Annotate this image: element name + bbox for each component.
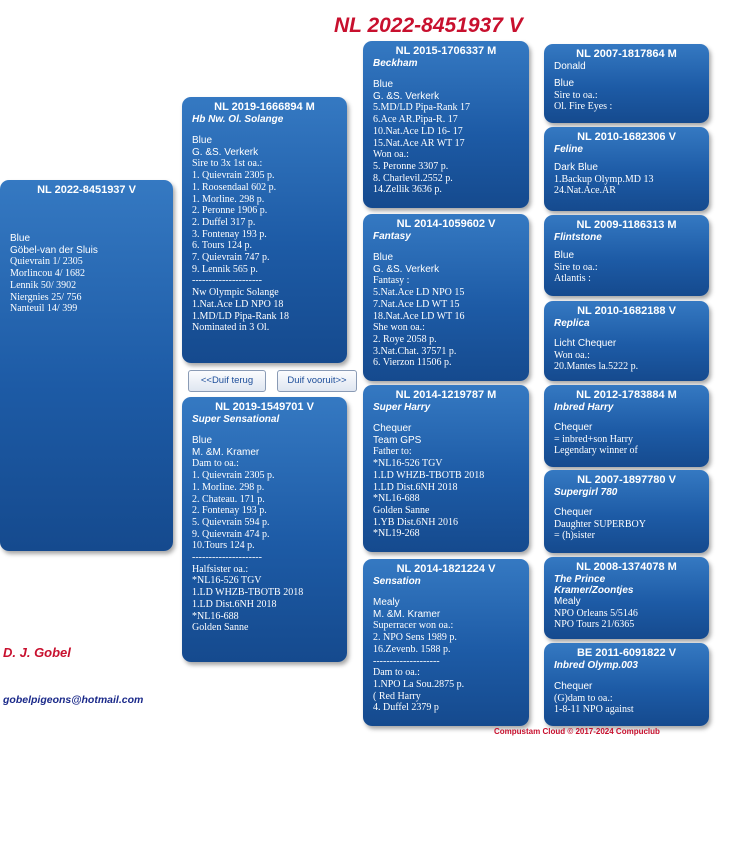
ring-number: NL 2014-1821224 V <box>396 563 496 575</box>
pigeon-detail-line: NPO Tours 21/6365 <box>554 619 635 631</box>
pigeon-detail-line: Legendary winner of <box>554 445 638 457</box>
pigeon-card-father[interactable] <box>182 97 347 363</box>
pigeon-card-mother[interactable] <box>182 397 347 662</box>
pigeon-detail-line: 1.MD/LD Pipa-Rank 18 <box>192 310 289 322</box>
pigeon-detail-line: *NL16-526 TGV <box>373 458 443 470</box>
pigeon-details <box>373 79 523 196</box>
breeder-name: D. J. Gobel <box>3 645 71 660</box>
pigeon-details <box>554 250 703 285</box>
pigeon-detail-line: = inbred+son Harry <box>554 433 634 445</box>
pigeon-detail-line: 18.Nat.Ace LD WT 16 <box>373 310 465 322</box>
pigeon-detail-line: 15.Nat.Ace AR WT 17 <box>373 137 465 149</box>
pigeon-detail-line: Mealy <box>373 597 400 608</box>
pigeon-detail-line: 8. Charlevil.2552 p. <box>373 172 453 184</box>
pigeon-detail-line: (G)dam to oa.: <box>554 692 613 704</box>
pigeon-detail-line: 1. Morline. 298 p. <box>192 481 265 493</box>
pigeon-detail-line: 3.Nat.Chat. 37571 p. <box>373 345 457 357</box>
pigeon-details <box>554 507 703 542</box>
pigeon-detail-line: Chequer <box>373 423 412 434</box>
pigeon-card-mfm[interactable] <box>544 470 709 553</box>
pigeon-detail-line: 20.Mantes la.5222 p. <box>554 361 639 373</box>
pigeon-detail-line: Chequer <box>554 681 593 692</box>
pigeon-detail-line: 5. Peronne 3307 p. <box>373 160 449 172</box>
pigeon-card-ffm[interactable] <box>544 127 709 211</box>
pigeon-name: Replica <box>554 318 590 329</box>
pigeon-detail-line: Mealy <box>554 596 581 607</box>
pigeon-detail-line: She won oa.: <box>373 322 425 334</box>
pigeon-detail-line: 1.Nat.Ace LD NPO 18 <box>192 298 284 310</box>
pigeon-detail-line: Nanteuil 14/ 399 <box>10 303 78 315</box>
ring-number: NL 2007-1897780 V <box>577 474 676 486</box>
pigeon-detail-line: 6.Ace AR.Pipa-R. 17 <box>373 114 458 126</box>
pigeon-detail-line: Won oa.: <box>373 149 409 161</box>
ring-number: NL 2014-1059602 V <box>396 218 496 230</box>
pigeon-detail-line: Sire to oa.: <box>554 89 598 101</box>
pigeon-detail-line: Sire to oa.: <box>554 261 598 273</box>
pigeon-detail-line: 5.Nat.Ace LD NPO 15 <box>373 287 465 299</box>
pigeon-card-fmm[interactable] <box>544 301 709 381</box>
pigeon-detail-line: 7.Nat.Ace LD WT 15 <box>373 298 460 310</box>
page-title: NL 2022-8451937 V <box>334 14 523 37</box>
pigeon-detail-line: NPO Orleans 5/5146 <box>554 607 638 619</box>
pigeon-detail-line: --------------------- <box>192 275 262 287</box>
pigeon-detail-line: Blue <box>10 233 31 244</box>
pigeon-detail-line: 5.MD/LD Pipa-Rank 17 <box>373 102 470 114</box>
pigeon-detail-line: 1. Roosendaal 602 p. <box>192 181 277 193</box>
pigeon-detail-line: G. &S. Verkerk <box>373 90 440 102</box>
pigeon-detail-line: Blue <box>554 78 575 89</box>
pigeon-detail-line: 2. Roye 2058 p. <box>373 333 437 345</box>
pigeon-detail-line: 5. Quievrain 594 p. <box>192 516 270 528</box>
pigeon-detail-line: Atlantis : <box>554 273 591 285</box>
pigeon-detail-line: Göbel-van der Sluis <box>10 244 98 256</box>
ring-number: NL 2007-1817864 M <box>576 48 677 60</box>
pigeon-detail-line: Dam to oa.: <box>192 458 239 470</box>
pigeon-details <box>10 233 167 315</box>
pigeon-detail-line: = (h)sister <box>554 530 595 542</box>
pigeon-detail-line: Superracer won oa.: <box>373 620 454 632</box>
ring-number: NL 2010-1682188 V <box>577 305 676 317</box>
pigeon-name: Inbred Harry <box>554 402 614 413</box>
pigeon-name-secondary: Kramer/Zoontjes <box>554 585 634 596</box>
pigeon-detail-line: 2. Chateau. 171 p. <box>192 493 265 505</box>
pigeon-name: The Prince <box>554 574 606 585</box>
pigeon-detail-line: Lennik 50/ 3902 <box>10 279 77 291</box>
pigeon-detail-line: 4. Duffel 2379 p <box>373 702 439 714</box>
pigeon-details <box>192 135 341 334</box>
pigeon-name: Super Sensational <box>192 414 280 425</box>
pigeon-detail-line: Sire to 3x 1st oa.: <box>192 158 263 170</box>
ring-number: BE 2011-6091822 V <box>576 647 677 659</box>
pigeon-detail-line: Nominated in 3 Ol. <box>192 322 270 334</box>
pigeon-detail-line: Halfsister oa.: <box>192 563 249 575</box>
pigeon-name: Supergirl 780 <box>554 487 618 498</box>
pigeon-card-fmf[interactable] <box>544 215 709 296</box>
pigeon-detail-line: 2. Duffel 317 p. <box>192 216 256 228</box>
pigeon-detail-line: M. &M. Kramer <box>192 446 260 458</box>
pigeon-card-sire-sire[interactable] <box>363 41 529 208</box>
pigeon-name: Super Harry <box>373 402 431 413</box>
pigeon-name: Flintstone <box>554 232 602 243</box>
pigeon-detail-line: 2. Peronne 1906 p. <box>192 205 268 217</box>
pigeon-name: Donald <box>554 61 586 72</box>
pigeon-detail-line: 2. NPO Sens 1989 p. <box>373 632 457 644</box>
pigeon-detail-line: 10.Nat.Ace LD 16- 17 <box>373 125 463 137</box>
pigeon-detail-line: Blue <box>192 135 213 146</box>
pigeon-detail-line: Niergnies 25/ 756 <box>10 291 82 303</box>
pigeon-details <box>554 78 703 113</box>
pigeon-detail-line: Golden Sanne <box>192 622 249 634</box>
pigeon-name: Beckham <box>373 58 418 69</box>
pigeon-detail-line: Blue <box>373 79 394 90</box>
pigeon-detail-line: Blue <box>192 435 213 446</box>
pigeon-detail-line: 6. Tours 124 p. <box>192 240 252 252</box>
pigeon-detail-line: 7. Quievrain 747 p. <box>192 252 270 264</box>
ring-number: NL 2015-1706337 M <box>395 45 497 57</box>
ring-number: NL 2010-1682306 V <box>577 131 676 143</box>
pigeon-detail-line: Quievrain 1/ 2305 <box>10 256 83 268</box>
pigeon-detail-line: Licht Chequer <box>554 338 617 349</box>
pigeon-detail-line: 1. Quievrain 2305 p. <box>192 470 275 482</box>
pigeon-detail-line: *NL16-688 <box>373 493 420 505</box>
pigeon-detail-line: Blue <box>373 252 394 263</box>
pigeon-detail-line: 1.NPO La Sou.2875 p. <box>373 678 465 690</box>
pigeon-details <box>373 597 523 714</box>
pigeon-detail-line: ( Red Harry <box>373 690 421 702</box>
pigeon-detail-line: Team GPS <box>373 434 422 446</box>
pigeon-detail-line: 1.LD Dist.6NH 2018 <box>192 598 277 610</box>
pigeon-detail-line: Dark Blue <box>554 162 598 173</box>
pigeon-detail-line: Won oa.: <box>554 349 590 361</box>
pigeon-detail-line: 1.LD Dist.6NH 2018 <box>373 481 458 493</box>
pigeon-detail-line: 9. Quievrain 474 p. <box>192 528 270 540</box>
pigeon-details <box>554 422 703 457</box>
pigeon-card-mmf[interactable] <box>544 557 709 639</box>
ring-number: NL 2014-1219787 M <box>395 389 497 401</box>
pigeon-card-dam-dam[interactable] <box>363 559 529 726</box>
pigeon-card-mff[interactable] <box>544 385 709 467</box>
pigeon-details <box>554 681 703 716</box>
pigeon-detail-line: Ol. Fire Eyes : <box>554 101 613 113</box>
pigeon-detail-line: G. &S. Verkerk <box>373 263 440 275</box>
pigeon-detail-line: 16.Zevenb. 1588 p. <box>373 643 451 655</box>
pigeon-detail-line: -------------------- <box>373 655 440 667</box>
pigeon-detail-line: Golden Sanne <box>373 504 430 516</box>
pigeon-detail-line: Father to: <box>373 446 412 458</box>
pigeon-detail-line: Nw Olympic Solange <box>192 287 279 299</box>
pigeon-detail-line: Fantasy : <box>373 275 410 287</box>
pigeon-card-sire-dam[interactable] <box>363 214 529 381</box>
pigeon-name: Fantasy <box>373 231 411 242</box>
ring-number: NL 2019-1549701 V <box>215 401 314 413</box>
pigeon-detail-line: 1.Backup Olymp.MD 13 <box>554 173 654 185</box>
pigeon-detail-line: G. &S. Verkerk <box>192 146 259 158</box>
pigeon-details <box>192 435 341 634</box>
pigeon-detail-line: 6. Vierzon 11506 p. <box>373 357 452 369</box>
ring-number: NL 2012-1783884 M <box>576 389 677 401</box>
ring-number: NL 2022-8451937 V <box>37 184 136 196</box>
pigeon-card-dam-sire[interactable] <box>363 385 529 552</box>
pigeon-detail-line: Chequer <box>554 507 593 518</box>
pigeon-detail-line: 9. Lennik 565 p. <box>192 263 258 275</box>
pigeon-detail-line: 2. Fontenay 193 p. <box>192 505 267 517</box>
pigeon-detail-line: *NL16-526 TGV <box>192 575 262 587</box>
pigeon-card-fff[interactable] <box>544 44 709 123</box>
pigeon-detail-line: 1.LD WHZB-TBOTB 2018 <box>192 587 304 599</box>
pigeon-detail-line: 10.Tours 124 p. <box>192 540 255 552</box>
pigeon-detail-line: 1.YB Dist.6NH 2016 <box>373 516 459 528</box>
pigeon-details <box>373 252 523 369</box>
previous-pigeon-button[interactable]: <<Duif terug <box>188 370 266 392</box>
pigeon-detail-line: 1-8-11 NPO against <box>554 704 634 716</box>
pigeon-detail-line: Chequer <box>554 422 593 433</box>
pigeon-details <box>373 423 523 540</box>
pigeon-detail-line: Blue <box>554 250 575 261</box>
pigeon-details <box>554 162 703 197</box>
pigeon-detail-line: Morlincou 4/ 1682 <box>10 268 85 280</box>
pigeon-card-subject[interactable] <box>0 180 173 551</box>
pigeon-detail-line: 1. Quievrain 2305 p. <box>192 170 275 182</box>
pigeon-name: Sensation <box>373 576 421 587</box>
footer-copyright: Compustam Cloud © 2017-2024 Compuclub <box>494 727 660 736</box>
pigeon-detail-line: *NL19-268 <box>373 528 420 540</box>
pigeon-detail-line: Dam to oa.: <box>373 667 420 679</box>
ring-number: NL 2008-1374078 M <box>576 561 677 573</box>
pigeon-details <box>554 338 703 373</box>
pigeon-name: Inbred Olymp.003 <box>554 660 638 671</box>
pigeon-detail-line: M. &M. Kramer <box>373 608 441 620</box>
pigeon-card-mmm[interactable] <box>544 643 709 726</box>
pigeon-name: Hb Nw. Ol. Solange <box>192 114 284 125</box>
ring-number: NL 2009-1186313 M <box>576 219 677 231</box>
pigeon-detail-line: --------------------- <box>192 552 262 564</box>
pigeon-detail-line: 24.Nat.Ace.AR <box>554 185 616 197</box>
pigeon-name: Feline <box>554 144 583 155</box>
pigeon-detail-line: 1.LD WHZB-TBOTB 2018 <box>373 469 485 481</box>
pigeon-detail-line: Daughter SUPERBOY <box>554 518 646 530</box>
pigeon-details <box>554 596 703 631</box>
pigeon-detail-line: 1. Morline. 298 p. <box>192 193 265 205</box>
pigeon-detail-line: *NL16-688 <box>192 610 239 622</box>
breeder-email[interactable]: gobelpigeons@hotmail.com <box>3 694 144 706</box>
pigeon-detail-line: 3. Fontenay 193 p. <box>192 228 267 240</box>
ring-number: NL 2019-1666894 M <box>214 101 315 113</box>
pigeon-detail-line: 14.Zellik 3636 p. <box>373 184 442 196</box>
next-pigeon-button[interactable]: Duif vooruit>> <box>277 370 357 392</box>
